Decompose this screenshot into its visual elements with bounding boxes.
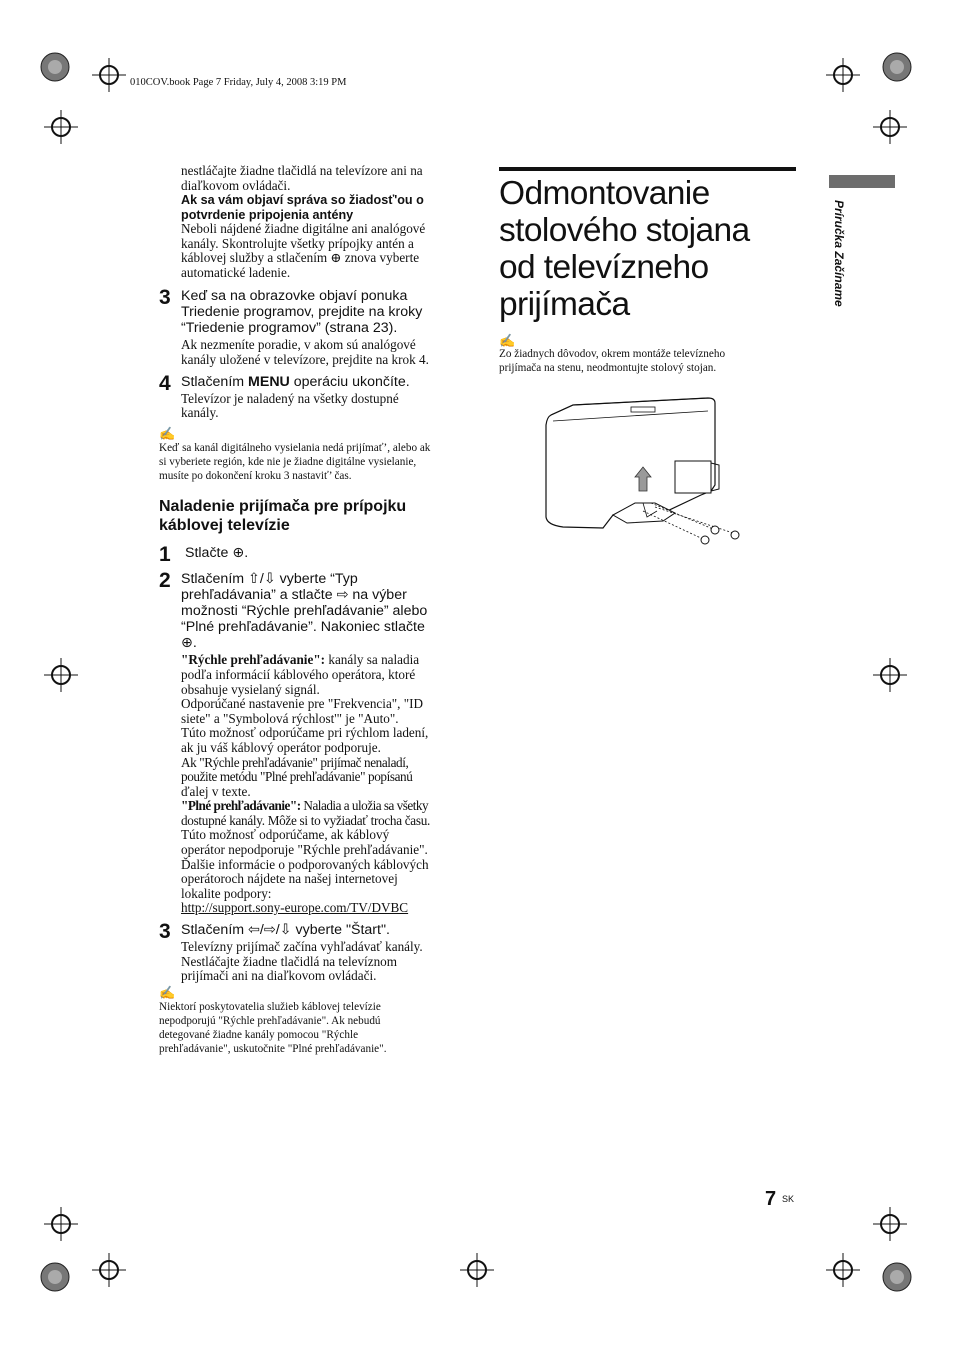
crop-mark-disc-icon: [38, 1260, 72, 1294]
text-line: si vyberiete región, kde nie je žiadne digitálne vysielanie,: [159, 455, 417, 468]
section-tab-marker: [829, 175, 895, 188]
step-3-start: [159, 922, 459, 984]
file-info-header: 010COV.book Page 7 Friday, July 4, 2008 3:19 PM: [130, 77, 347, 88]
crop-mark-crosshair-icon: [460, 1253, 494, 1287]
text-line: nepodporujú "Rýchle prehľadávanie". Ak nebudú: [159, 1015, 381, 1028]
crop-mark-crosshair-icon: [44, 658, 78, 692]
step-number: 2: [159, 569, 171, 593]
step-number: 1: [159, 543, 171, 567]
text-line: prijímači ani na diaľkovom ovládači.: [181, 968, 377, 984]
text-line: prehľadávanie", uskutočnite "Plné prehľadávanie".: [159, 1043, 387, 1056]
text-line: Zo žiadnych dôvodov, okrem montáže televízneho: [499, 348, 726, 360]
support-link[interactable]: http://support.sony-europe.com/TV/DVBC: [181, 900, 409, 916]
quick-scan-label: "Rýchle prehľadávanie":: [181, 652, 326, 668]
warning-heading: [181, 193, 459, 222]
text-line: Stlačením ⇧/⇩ vyberte “Typ: [181, 571, 358, 588]
text-line: ak ju váš káblový operátor podporuje.: [181, 739, 381, 755]
step-3-sorting: [159, 288, 459, 367]
warning-body: [181, 222, 459, 280]
text-line: diaľkovom ovládači.: [181, 177, 291, 193]
note-pencil-icon: ✍: [159, 984, 176, 1000]
text-line: Televízny prijímač začína vyhľadávať kanály.: [181, 939, 423, 955]
text-line: “Plné prehľadávanie”. Nakoniec stlačte: [181, 619, 425, 636]
note-cable: [159, 1000, 459, 1057]
crop-mark-crosshair-icon: [826, 58, 860, 92]
text-run: operáciu ukončíte.: [289, 373, 410, 390]
text-line: Naladenie prijímača pre prípojku: [159, 498, 407, 516]
crop-mark-crosshair-icon: [92, 58, 126, 92]
page-number: 7: [765, 1188, 777, 1210]
text-line: Televízor je naladený na všetky dostupné: [181, 390, 399, 406]
section-tab-label: [832, 200, 846, 340]
text-line: obsahuje vysielaný signál.: [181, 681, 320, 697]
text-line: Neboli nájdené žiadne digitálne ani analógové: [181, 221, 426, 236]
title-rule: [499, 167, 796, 171]
text-line: Túto možnosť odporúčame, ak káblový: [181, 827, 390, 843]
text-line: ďalej v texte.: [181, 783, 251, 799]
text-run: Stlačením: [181, 373, 249, 390]
full-scan-label: "Plné prehľadávanie":: [181, 798, 301, 814]
text-line: kanály uložené v televízore, prejdite na krok 4.: [181, 351, 429, 367]
text-line: podľa informácií káblového operátora, ktoré: [181, 666, 416, 682]
text-line: Ak "Rýchle prehľadávanie" prijímač nenaladí,: [181, 754, 409, 770]
text-line: prehľadávania” a stlačte ⇨ na výber: [181, 587, 407, 604]
crop-mark-crosshair-icon: [873, 658, 907, 692]
text-line: Ak sa vám objaví správa so žiadosť'ou o: [181, 193, 424, 208]
text-line: automatické ladenie.: [181, 264, 291, 280]
text-line: dostupné kanály. Môže si to vyžiadať trocha času.: [181, 812, 430, 828]
note-digital: [159, 441, 459, 484]
left-column: [159, 164, 459, 1057]
note-pencil-icon: ✍: [499, 333, 516, 348]
text-line: operátor nepodporuje "Rýchle prehľadávanie".: [181, 842, 428, 858]
text-line: káblovej služby a stlačením ⊕ znova vyberte: [181, 250, 420, 266]
text-line: detegované žiadne kanály pomocou "Rýchle: [159, 1029, 359, 1042]
intro-text: [181, 164, 459, 193]
text-line: Nestláčajte žiadne tlačidlá na televíznom: [181, 953, 398, 969]
step-number: 3: [159, 920, 171, 944]
crop-mark-crosshair-icon: [826, 1253, 860, 1287]
text-line: Keď sa na obrazovke objaví ponuka: [181, 288, 408, 305]
menu-key-label: MENU: [248, 373, 290, 390]
text-line: potvrdenie pripojenia antény: [181, 207, 354, 222]
crop-mark-crosshair-icon: [44, 110, 78, 144]
text-line: kanály. Skontrolujte všetky prípojky antén a: [181, 235, 414, 251]
title-line: Odmontovanie: [499, 175, 710, 212]
text-line: lokalite podpory:: [181, 885, 272, 901]
full-scan-description: [181, 799, 430, 916]
text-line: káblovej televízie: [159, 517, 290, 535]
text-line: siete" a "Symbolová rýchlost'" je "Auto".: [181, 710, 399, 726]
section-subheading: [159, 497, 459, 535]
crop-mark-crosshair-icon: [44, 1207, 78, 1241]
text-line: možnosti “Rýchle prehľadávanie” alebo: [181, 603, 428, 620]
text-line: Niektorí poskytovatelia služieb káblovej televízie: [159, 1000, 381, 1013]
text-line: Keď sa kanál digitálneho vysielania nedá prijímať’, alebo ak: [159, 441, 431, 454]
text-line: Ďalšie informácie o podporovaných káblových: [181, 856, 429, 872]
section-tab-text: Príručka Začíname: [832, 200, 846, 307]
language-code: SK: [782, 1194, 795, 1204]
text-line: musíte po dokončení kroku 3 nastaviť’ čas.: [159, 470, 352, 483]
text-line: ⊕.: [181, 635, 197, 652]
page-title: [499, 175, 799, 323]
text-run: Naladia a uložia sa všetky: [300, 798, 429, 814]
tv-stand-illustration: [543, 395, 753, 555]
quick-scan-description: [181, 653, 430, 799]
text-run: kanály sa naladia: [325, 652, 420, 668]
crop-mark-disc-icon: [880, 50, 914, 84]
text-line: Triedenie programov, prejdite na kroky: [181, 304, 423, 321]
crop-mark-disc-icon: [38, 50, 72, 84]
text-line: prijímača na stenu, neodmontujte stolový stojan.: [499, 362, 717, 375]
crop-mark-crosshair-icon: [873, 1207, 907, 1241]
crop-mark-crosshair-icon: [873, 110, 907, 144]
step-text: Stlačte ⊕.: [185, 545, 249, 562]
text-line: nestláčajte žiadne tlačidlá na televízore ani na: [181, 163, 423, 178]
note-pencil-icon: ✍: [159, 425, 176, 441]
text-line: použite metódu "Plné prehľadávanie" popísanú: [181, 769, 413, 785]
title-line: od televízneho: [499, 249, 709, 286]
stand-note: [499, 347, 789, 375]
tv-back-icon: [543, 395, 753, 555]
step-number: 3: [159, 286, 171, 310]
text-line: “Triedenie programov” (strana 23).: [181, 320, 398, 337]
text-line: operátoroch nájdete na našej internetovej: [181, 871, 398, 887]
step-text: Stlačením ⇦/⇨/⇩ vyberte "Štart".: [181, 922, 390, 939]
text-line: Ak nezmeníte poradie, v akom sú analógové: [181, 337, 416, 353]
title-line: stolového stojana: [499, 212, 750, 249]
title-line: prijímača: [499, 286, 630, 323]
step-1-press: [159, 545, 459, 565]
step-4-menu: [159, 371, 459, 421]
crop-mark-crosshair-icon: [92, 1253, 126, 1287]
text-line: Túto možnosť odporúčame pri rýchlom ladení,: [181, 725, 429, 741]
step-number: 4: [159, 371, 171, 395]
step-2-scan-type: [159, 571, 459, 916]
crop-mark-disc-icon: [880, 1260, 914, 1294]
text-line: kanály.: [181, 405, 219, 421]
text-line: Odporúčané nastavenie pre "Frekvencia", "ID: [181, 696, 424, 712]
step-text: [181, 374, 410, 390]
